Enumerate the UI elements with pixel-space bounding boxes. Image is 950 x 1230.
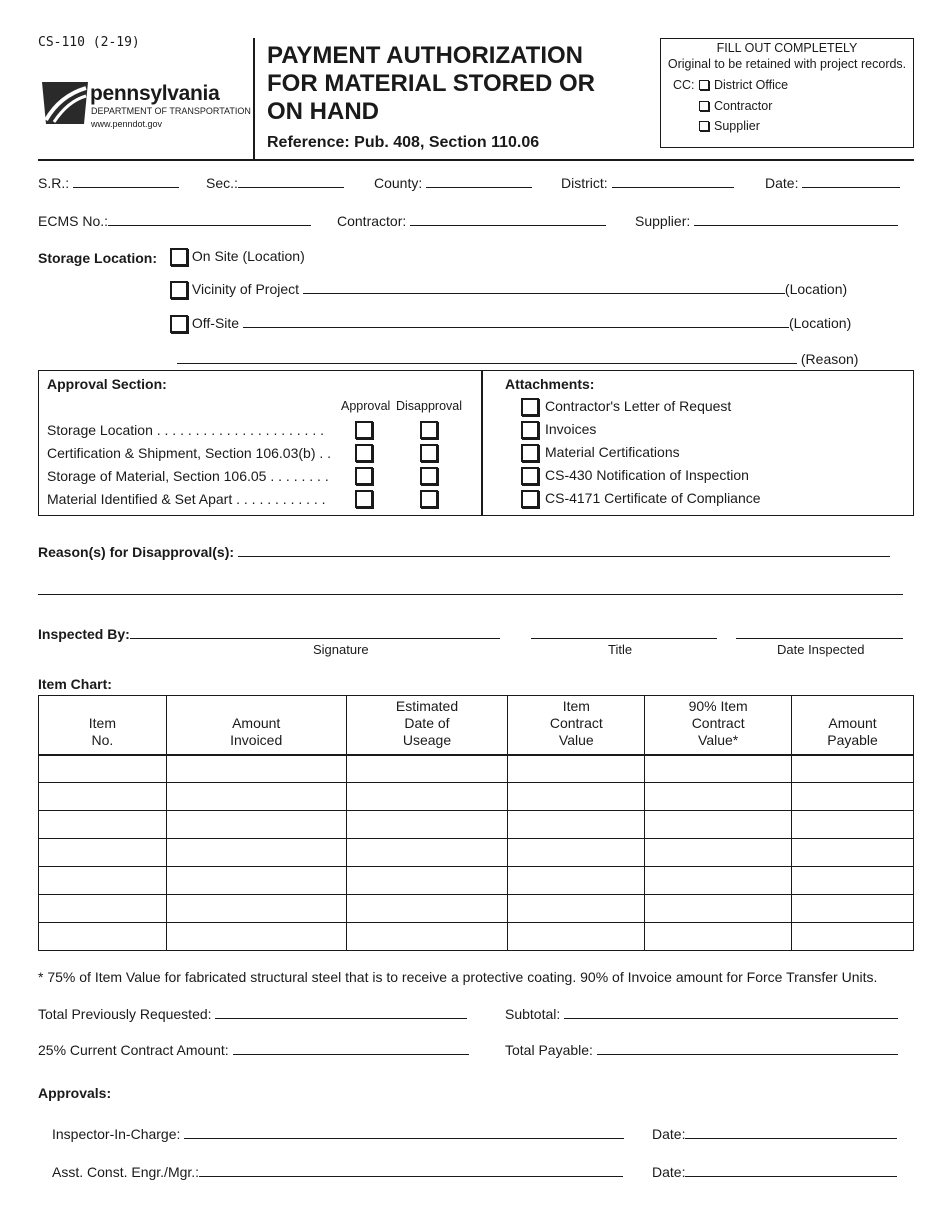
logo-dept: DEPARTMENT OF TRANSPORTATION (91, 106, 251, 116)
off-site-option[interactable]: Off-Site (Location) (170, 314, 870, 333)
cc-contractor: Contractor (699, 99, 772, 113)
disapproval-reason-field[interactable]: Reason(s) for Disapproval(s): (38, 543, 890, 560)
reason-line[interactable]: (Reason) (177, 350, 877, 367)
date-field[interactable]: Date: (765, 174, 900, 191)
table-cell[interactable] (39, 783, 167, 811)
approval-checkbox[interactable] (355, 421, 373, 439)
page-title (267, 42, 595, 126)
table-cell[interactable] (346, 839, 508, 867)
item-chart-table (38, 695, 914, 951)
item-chart-title: Item Chart: (38, 676, 112, 692)
cc-label: CC: (673, 78, 695, 92)
inspector-title-line[interactable] (531, 625, 717, 639)
on-site-checkbox[interactable] (170, 248, 188, 266)
approval-checkbox[interactable] (355, 444, 373, 462)
signature-caption: Signature (313, 642, 369, 657)
table-cell[interactable] (792, 811, 914, 839)
cc-checkbox-icon (699, 80, 709, 90)
disapproval-checkbox[interactable] (420, 444, 438, 462)
reference: Reference: Pub. 408, Section 110.06 (267, 134, 540, 151)
table-cell[interactable] (645, 783, 792, 811)
title-line: ON HAND (267, 98, 379, 125)
table-cell[interactable] (346, 783, 508, 811)
logo-url: www.penndot.gov (91, 119, 163, 129)
vicinity-checkbox[interactable] (170, 281, 188, 299)
approval-attachments-box (38, 370, 914, 516)
table-cell[interactable] (645, 923, 792, 951)
table-cell[interactable] (346, 895, 508, 923)
table-cell[interactable] (346, 923, 508, 951)
approval-checkbox[interactable] (355, 467, 373, 485)
approval-row-storage: Storage Location . . . . . . . . . . . . . . . . . . . . . . (47, 422, 477, 438)
attachment-invoices[interactable]: Invoices (521, 421, 596, 439)
off-site-checkbox[interactable] (170, 315, 188, 333)
title-line: FOR MATERIAL STORED OR (267, 70, 596, 97)
footnote: * 75% of Item Value for fabricated structural steel that is to receive a protective coating. 90% of Invoice amount for Force Transfer Units. (38, 969, 878, 985)
table-cell[interactable] (39, 839, 167, 867)
table-cell[interactable] (508, 755, 645, 783)
sec-field[interactable]: Sec.: (206, 174, 344, 191)
current-contract-amount-field[interactable]: 25% Current Contract Amount: (38, 1041, 469, 1058)
attachment-checkbox[interactable] (521, 444, 539, 462)
table-cell[interactable] (508, 839, 645, 867)
table-cell[interactable] (792, 839, 914, 867)
date-inspected-caption: Date Inspected (777, 642, 865, 657)
table-row (39, 839, 914, 867)
table-cell[interactable] (166, 923, 346, 951)
storage-location-label: Storage Location: (38, 250, 158, 266)
table-row (39, 895, 914, 923)
notice-line2: Original to be retained with project records. (667, 57, 907, 71)
title-line: PAYMENT AUTHORIZATION (267, 42, 583, 69)
table-cell[interactable] (39, 895, 167, 923)
asst-const-engr-field[interactable]: Asst. Const. Engr./Mgr.: (52, 1163, 623, 1180)
cc-district: District Office (699, 78, 788, 92)
district-field[interactable]: District: (561, 174, 734, 191)
header-divider (253, 38, 255, 160)
ecms-field[interactable]: ECMS No.: (38, 212, 311, 229)
table-row (39, 811, 914, 839)
table-cell[interactable] (645, 755, 792, 783)
attachment-certifications[interactable]: Material Certifications (521, 444, 680, 462)
date-inspected-line[interactable] (736, 625, 903, 639)
notice-line1: FILL OUT COMPLETELY (716, 41, 858, 55)
sr-field[interactable]: S.R.: (38, 174, 179, 191)
table-cell[interactable] (166, 839, 346, 867)
inspected-by-field[interactable]: Inspected By: (38, 625, 500, 642)
subtotal-field[interactable]: Subtotal: (505, 1005, 898, 1022)
col-item-no: Item No. (39, 696, 167, 755)
disapproval-checkbox[interactable] (420, 467, 438, 485)
approvals-title: Approvals: (38, 1085, 112, 1101)
table-cell[interactable] (508, 811, 645, 839)
attachment-checkbox[interactable] (521, 398, 539, 416)
col-estimated-date: Estimated Date of Useage (346, 696, 508, 755)
cc-checkbox-icon (699, 101, 709, 111)
table-row (39, 867, 914, 895)
table-cell[interactable] (792, 783, 914, 811)
approval-row-storage-material: Storage of Material, Section 106.05 . . . . . . . . (47, 468, 477, 484)
disapproval-checkbox[interactable] (420, 421, 438, 439)
fill-out-notice (660, 38, 914, 148)
item-chart-header-row (39, 696, 914, 755)
table-cell[interactable] (346, 867, 508, 895)
logo-name: pennsylvania (90, 82, 220, 105)
on-site-option[interactable]: On Site (Location) (170, 248, 305, 266)
approval-section-title: Approval Section: (47, 376, 167, 392)
cc-supplier: Supplier (699, 119, 760, 133)
table-cell[interactable] (166, 811, 346, 839)
engineer-date-field[interactable]: Date: (652, 1163, 897, 1180)
table-cell[interactable] (166, 867, 346, 895)
table-cell[interactable] (39, 867, 167, 895)
col-90-item-contract-value: 90% Item Contract Value* (645, 696, 792, 755)
table-cell[interactable] (346, 811, 508, 839)
form-code: CS-110 (2-19) (38, 35, 140, 50)
table-cell[interactable] (792, 867, 914, 895)
attachment-letter[interactable]: Contractor's Letter of Request (521, 398, 731, 416)
attachment-cs430[interactable]: CS-430 Notification of Inspection (521, 467, 749, 485)
total-payable-field[interactable]: Total Payable: (505, 1041, 898, 1058)
total-previously-requested-field[interactable]: Total Previously Requested: (38, 1005, 467, 1022)
inspector-date-field[interactable]: Date: (652, 1125, 897, 1142)
table-cell[interactable] (792, 755, 914, 783)
vicinity-option[interactable]: Vicinity of Project (Location) (170, 280, 870, 299)
col-amount-invoiced: Amount Invoiced (166, 696, 346, 755)
table-cell[interactable] (39, 811, 167, 839)
table-cell[interactable] (346, 755, 508, 783)
attachment-checkbox[interactable] (521, 467, 539, 485)
table-cell[interactable] (39, 755, 167, 783)
table-cell[interactable] (792, 923, 914, 951)
inspector-in-charge-field[interactable]: Inspector-In-Charge: (52, 1125, 624, 1142)
attachment-checkbox[interactable] (521, 421, 539, 439)
approval-checkbox[interactable] (355, 490, 373, 508)
table-row (39, 783, 914, 811)
contractor-field[interactable]: Contractor: (337, 212, 606, 229)
table-cell[interactable] (645, 839, 792, 867)
approval-row-identified: Material Identified & Set Apart . . . . . . . . . . . . (47, 491, 477, 507)
table-cell[interactable] (166, 783, 346, 811)
penndot-logo (40, 78, 255, 138)
table-cell[interactable] (645, 867, 792, 895)
table-cell[interactable] (39, 923, 167, 951)
approval-row-certification: Certification & Shipment, Section 106.03(b) . . (47, 445, 477, 461)
col-item-contract-value: Item Contract Value (508, 696, 645, 755)
table-cell[interactable] (508, 895, 645, 923)
approval-col-header: Approval (341, 399, 391, 413)
col-amount-payable: Amount Payable (792, 696, 914, 755)
disapproval-checkbox[interactable] (420, 490, 438, 508)
table-cell[interactable] (645, 811, 792, 839)
table-cell[interactable] (508, 923, 645, 951)
table-cell[interactable] (508, 867, 645, 895)
header-rule (38, 159, 914, 161)
table-cell[interactable] (508, 783, 645, 811)
attachments-title: Attachments: (505, 376, 595, 392)
cc-checkbox-icon (699, 121, 709, 131)
disapproval-col-header: Disapproval (396, 399, 463, 413)
county-field[interactable]: County: (374, 174, 532, 191)
attachment-cs4171[interactable]: CS-4171 Certificate of Compliance (521, 490, 761, 508)
keystone-logo-icon (40, 80, 92, 126)
attachment-checkbox[interactable] (521, 490, 539, 508)
table-cell[interactable] (792, 895, 914, 923)
title-caption: Title (608, 642, 633, 657)
table-row (39, 755, 914, 783)
disapproval-reason-line2[interactable] (38, 594, 903, 595)
supplier-field[interactable]: Supplier: (635, 212, 898, 229)
table-cell[interactable] (645, 895, 792, 923)
table-cell[interactable] (166, 755, 346, 783)
table-cell[interactable] (166, 895, 346, 923)
box-divider (481, 371, 483, 515)
table-row (39, 923, 914, 951)
